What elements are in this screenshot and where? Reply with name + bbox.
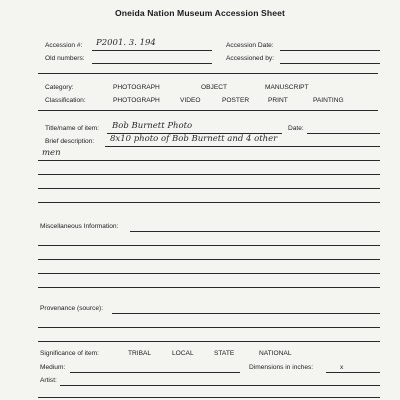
item-date-label: Date:: [288, 125, 304, 132]
provenance-line[interactable]: [38, 327, 380, 328]
classification-option-photograph[interactable]: PHOTOGRAPH: [113, 97, 160, 104]
category-option-manuscript[interactable]: MANUSCRIPT: [265, 84, 309, 91]
provenance-line[interactable]: [112, 313, 380, 314]
accession-number-line: [92, 50, 212, 51]
misc-info-label: Miscellaneous Information:: [40, 223, 119, 230]
classification-option-poster[interactable]: POSTER: [222, 97, 250, 104]
sheet-title: Oneida Nation Museum Accession Sheet: [115, 8, 285, 18]
significance-label: Significance of item:: [40, 350, 100, 357]
item-date-line[interactable]: [307, 133, 380, 134]
significance-option-local[interactable]: LOCAL: [172, 350, 194, 357]
medium-label: Medium:: [40, 364, 66, 371]
divider: [38, 73, 378, 74]
significance-option-state[interactable]: STATE: [214, 350, 235, 357]
artist-line[interactable]: [60, 385, 380, 386]
description-line: [105, 146, 380, 147]
accession-number-label: Accession #:: [45, 42, 83, 49]
category-option-object[interactable]: OBJECT: [201, 84, 228, 91]
description-line[interactable]: [38, 188, 380, 189]
item-title-label: Title/name of item:: [45, 125, 99, 132]
category-option-photograph[interactable]: PHOTOGRAPH: [113, 84, 160, 91]
significance-option-tribal[interactable]: TRIBAL: [128, 350, 152, 357]
artist-label: Artist:: [40, 377, 57, 384]
dimensions-x-mark: x: [340, 364, 344, 371]
description-line[interactable]: [38, 202, 380, 203]
dimensions-line[interactable]: [326, 372, 380, 373]
category-label: Category:: [45, 84, 74, 91]
significance-option-national[interactable]: NATIONAL: [259, 350, 292, 357]
description-value-line1[interactable]: 8x10 photo of Bob Burnett and 4 other: [110, 134, 278, 144]
description-line: [38, 160, 380, 161]
dimensions-label: Dimensions in inches:: [249, 364, 314, 371]
accession-date-line[interactable]: [280, 50, 380, 51]
divider: [38, 110, 378, 111]
misc-info-line[interactable]: [38, 245, 380, 246]
classification-option-print[interactable]: PRINT: [268, 97, 288, 104]
accessioned-by-label: Accessioned by:: [226, 55, 275, 62]
classification-option-painting[interactable]: PAINTING: [313, 97, 344, 104]
old-numbers-label: Old numbers:: [45, 55, 85, 62]
classification-label: Classification:: [45, 97, 86, 104]
description-label: Brief description:: [45, 138, 95, 145]
provenance-label: Provenance (source):: [40, 305, 104, 312]
accession-number-value[interactable]: P2001. 3. 194: [96, 38, 156, 48]
misc-info-line[interactable]: [38, 287, 380, 288]
classification-option-video[interactable]: VIDEO: [180, 97, 201, 104]
old-numbers-line[interactable]: [92, 63, 212, 64]
accession-date-label: Accession Date:: [226, 42, 274, 49]
description-line[interactable]: [38, 174, 380, 175]
misc-info-line[interactable]: [38, 259, 380, 260]
medium-line[interactable]: [70, 372, 240, 373]
item-title-value[interactable]: Bob Burnett Photo: [112, 121, 193, 131]
accessioned-by-line[interactable]: [280, 63, 380, 64]
form-line: [38, 397, 380, 398]
description-value-line2[interactable]: men: [42, 148, 61, 158]
misc-info-line[interactable]: [38, 273, 380, 274]
provenance-line[interactable]: [38, 341, 380, 342]
misc-info-line[interactable]: [130, 231, 380, 232]
